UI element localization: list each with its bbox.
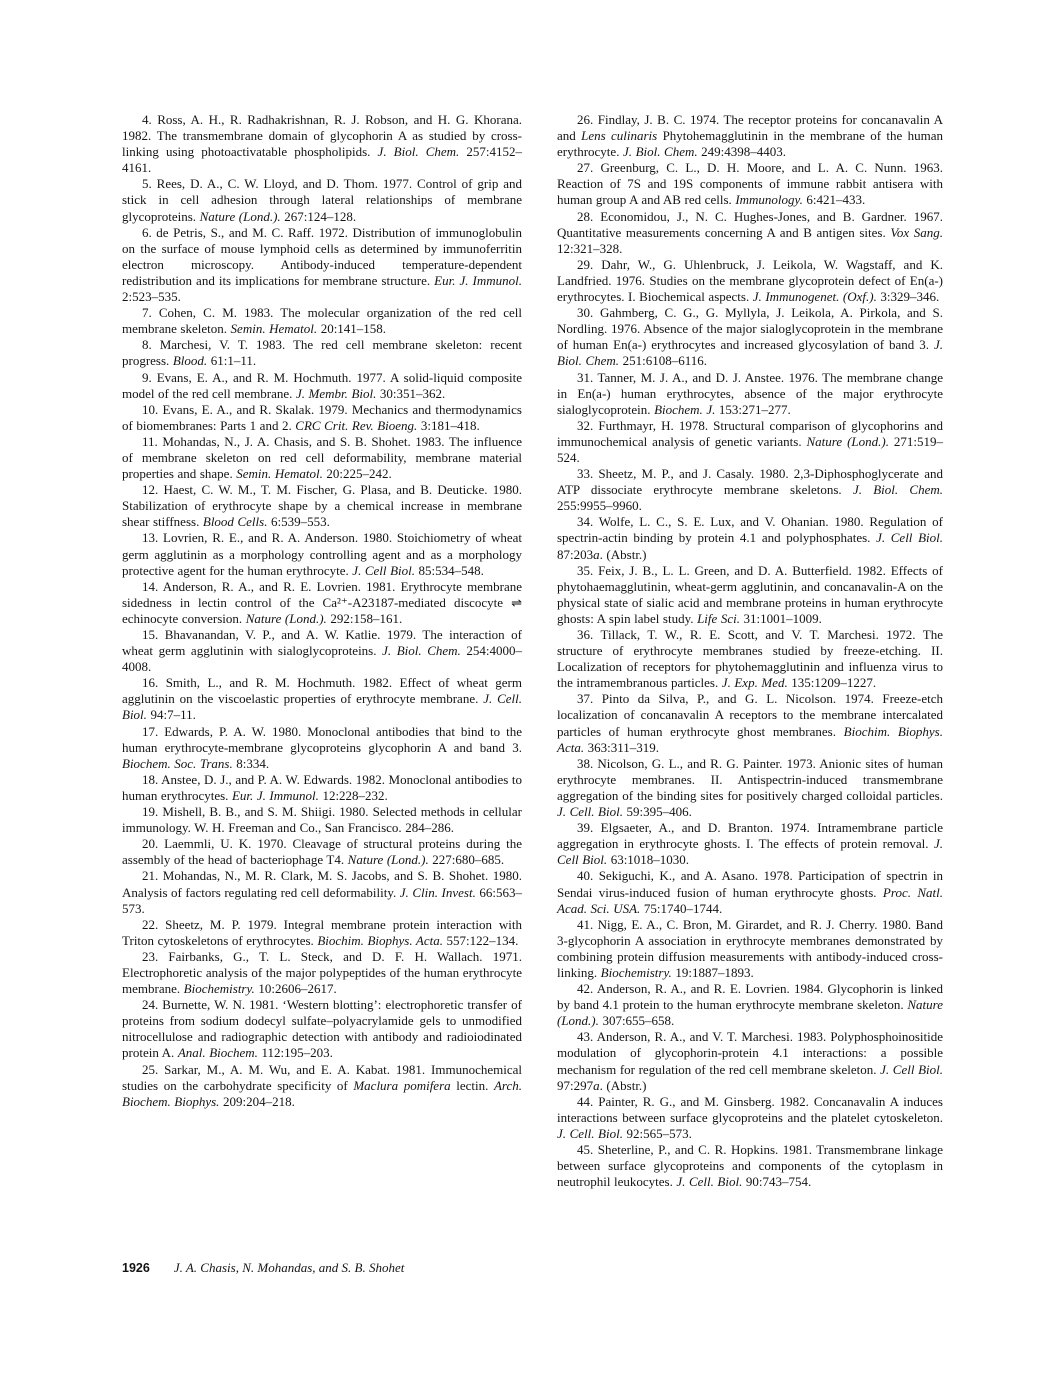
reference-item: 34. Wolfe, L. C., S. E. Lux, and V. Ohanian. 1980. Regulation of spectrin-actin binding by protein 4.1 and polyphosphates. J. Cell Biol. 87:203a. (Abstr.) [557,514,943,562]
reference-item: 23. Fairbanks, G., T. L. Steck, and D. F. H. Wallach. 1971. Electrophoretic analysis of the major polypeptides of the human erythrocyte membrane. Biochemistry. 10:2606–2617. [122,948,522,997]
reference-item: 22. Sheetz, M. P. 1979. Integral membrane protein interaction with Triton cytoskeletons of erythrocytes. Biochim. Biophys. Acta. 557:122–134. [122,916,522,948]
reference-item: 8. Marchesi, V. T. 1983. The red cell membrane skeleton: recent progress. Blood. 61:1–11. [122,337,522,369]
reference-item: 32. Furthmayr, H. 1978. Structural comparison of glycophorins and immunochemical analysis of genetic variants. Nature (Lond.). 271:519–524. [557,417,944,465]
reference-item: 33. Sheetz, M. P., and J. Casaly. 1980. 2,3-Diphosphoglycerate and ATP dissociate erythrocyte membrane skeletons. J. Biol. Chem. 255:9955–9960. [557,466,943,514]
reference-item: 38. Nicolson, G. L., and R. G. Painter. 1973. Anionic sites of human erythrocyte membranes. II. Antispectrin-induced transmembrane aggregation of the binding sites for positively charged colloidal particles. J. Cell. Biol. 59:395–406. [557,755,943,820]
page-number: 1926 [122,1261,150,1275]
reference-item: 25. Sarkar, M., A. M. Wu, and E. A. Kabat. 1981. Immunochemical studies on the carbohydrate specificity of Maclura pomifera lectin. Arch. Biochem. Biophys. 209:204–218. [122,1061,523,1109]
reference-item: 43. Anderson, R. A., and V. T. Marchesi. 1983. Polyphosphoinositide modulation of glycophorin-protein 4.1 interactions: a possible mechanism for regulation of the red cell membrane skeleton. J. Cell Biol. 97:297a. (Abstr.) [557,1029,943,1093]
reference-item: 30. Gahmberg, C. G., G. Myllyla, J. Leikola, A. Pirkola, and S. Nordling. 1976. Absence of the major sialoglycoprotein in the membrane of human En(a-) erythrocytes and increased glycosylation of band 3. J. Biol. Chem. 251:6108–6116. [557,305,943,369]
reference-item: 24. Burnette, W. N. 1981. ‘Western blotting’: electrophoretic transfer of proteins from sodium dodecyl sulfate–polyacrylamide gels to unmodified nitrocellulose and radiographic detection with antibody and radioiodinated protein A. Anal. Biochem. 112:195–203. [122,997,522,1061]
reference-item: 37. Pinto da Silva, P., and G. L. Nicolson. 1974. Freeze-etch localization of concanavalin A receptors to the membrane intercalated particles of human erythrocyte ghost membranes. Biochim. Biophys. Acta. 363:311–319. [557,691,943,755]
reference-item: 29. Dahr, W., G. Uhlenbruck, J. Leikola, W. Wagstaff, and K. Landfried. 1976. Studies on the membrane glycoprotein defect of En(a-) erythrocytes. I. Biochemical aspects. J. Immunogenet. (Oxf.). 3:329–346. [557,256,943,305]
reference-item: 36. Tillack, T. W., R. E. Scott, and V. T. Marchesi. 1972. The structure of erythrocyte membranes studied by freeze-etching. II. Localization of receptors for phytohemagglutinin and influenza virus to the intramembranous particles. J. Exp. Med. 135:1209–1227. [557,627,943,691]
reference-item: 27. Greenburg, C. L., D. H. Moore, and L. A. C. Nunn. 1963. Reaction of 7S and 19S components of immune rabbit antisera with human group A and AB red cells. Immunology. 6:421–433. [557,160,943,208]
page-footer [122,1260,404,1276]
reference-item: 9. Evans, E. A., and R. M. Hochmuth. 1977. A solid-liquid composite model of the red cell membrane. J. Membr. Biol. 30:351–362. [122,369,522,401]
reference-item: 41. Nigg, E. A., C. Bron, M. Girardet, and R. J. Cherry. 1980. Band 3-glycophorin A association in erythrocyte membranes demonstrated by combining protein diffusion measurements with antibody-induced cross-linking. Biochemistry. 19:1887–1893. [557,916,943,980]
references-section [122,112,943,1190]
reference-item: 16. Smith, L., and R. M. Hochmuth. 1982. Effect of wheat germ agglutinin on the viscoelastic properties of erythrocyte membrane. J. Cell. Biol. 94:7–11. [122,675,522,723]
reference-item: 40. Sekiguchi, K., and A. Asano. 1978. Participation of spectrin in Sendai virus-induced fusion of human erythrocyte ghosts. Proc. Natl. Acad. Sci. USA. 75:1740–1744. [557,868,943,916]
reference-item: 45. Sheterline, P., and C. R. Hopkins. 1981. Transmembrane linkage between surface glycoproteins and components of the cytoplasm in neutrophil leukocytes. J. Cell. Biol. 90:743–754. [557,1142,943,1190]
reference-item: 44. Painter, R. G., and M. Ginsberg. 1982. Concanavalin A induces interactions between surface glycoproteins and the platelet cytoskeleton. J. Cell. Biol. 92:565–573. [557,1093,943,1141]
reference-item: 18. Anstee, D. J., and P. A. W. Edwards. 1982. Monoclonal antibodies to human erythrocytes. Eur. J. Immunol. 12:228–232. [122,771,522,803]
reference-item: 10. Evans, E. A., and R. Skalak. 1979. Mechanics and thermodynamics of biomembranes: Parts 1 and 2. CRC Crit. Rev. Bioeng. 3:181–418. [122,401,522,433]
reference-item: 11. Mohandas, N., J. A. Chasis, and S. B. Shohet. 1983. The influence of membrane skeleton on red cell deformability, membrane material properties and shape. Semin. Hematol. 20:225–242. [122,433,522,482]
reference-item: 12. Haest, C. W. M., T. M. Fischer, G. Plasa, and B. Deuticke. 1980. Stabilization of erythrocyte shape by a chemical increase in membrane shear stiffness. Blood Cells. 6:539–553. [122,482,522,530]
running-title: J. A. Chasis, N. Mohandas, and S. B. Shohet [173,1260,405,1275]
reference-item: 14. Anderson, R. A., and R. E. Lovrien. 1981. Erythrocyte membrane sidedness in lectin control of the Ca²⁺-A23187-mediated discocyte ⇌ echinocyte conversion. Nature (Lond.). 292:158–161. [122,578,522,626]
reference-item: 5. Rees, D. A., C. W. Lloyd, and D. Thom. 1977. Control of grip and stick in cell adhesion through lateral relationships of membrane glycoproteins. Nature (Lond.). 267:124–128. [122,176,522,224]
references-column-left [122,112,522,1190]
reference-item: 7. Cohen, C. M. 1983. The molecular organization of the red cell membrane skeleton. Semin. Hematol. 20:141–158. [122,305,522,337]
reference-item: 31. Tanner, M. J. A., and D. J. Anstee. 1976. The membrane change in En(a-) human erythrocytes, absence of the major erythrocyte sialoglycoprotein. Biochem. J. 153:271–277. [557,369,943,417]
reference-item: 4. Ross, A. H., R. Radhakrishnan, R. J. Robson, and H. G. Khorana. 1982. The transmembrane domain of glycophorin A as studied by cross-linking using photoactivatable phospholipids. J. Biol. Chem. 257:4152–4161. [122,112,522,176]
reference-item: 15. Bhavanandan, V. P., and A. W. Katlie. 1979. The interaction of wheat germ agglutinin with sialoglycoproteins. J. Biol. Chem. 254:4000–4008. [122,627,522,675]
reference-item: 17. Edwards, P. A. W. 1980. Monoclonal antibodies that bind to the human erythrocyte-membrane glycoproteins glycophorin A and band 3. Biochem. Soc. Trans. 8:334. [122,723,522,771]
reference-item: 20. Laemmli, U. K. 1970. Cleavage of structural proteins during the assembly of the head of bacteriophage T4. Nature (Lond.). 227:680–685. [122,836,522,868]
reference-item: 28. Economidou, J., N. C. Hughes-Jones, and B. Gardner. 1967. Quantitative measurements concerning A and B antigen sites. Vox Sang. 12:321–328. [557,208,943,256]
reference-item: 42. Anderson, R. A., and R. E. Lovrien. 1984. Glycophorin is linked by band 4.1 protein to the human erythrocyte membrane skeleton. Nature (Lond.). 307:655–658. [557,981,943,1029]
reference-item: 19. Mishell, B. B., and S. M. Shiigi. 1980. Selected methods in cellular immunology. W. H. Freeman and Co., San Francisco. 284–286. [122,804,522,836]
references-column-right [557,112,943,1190]
reference-item: 39. Elgsaeter, A., and D. Branton. 1974. Intramembrane particle aggregation in erythrocyte ghosts. I. The effects of protein removal. J. Cell Biol. 63:1018–1030. [557,820,943,868]
reference-item: 13. Lovrien, R. E., and R. A. Anderson. 1980. Stoichiometry of wheat germ agglutinin as a morphology controlling agent and as a morphology protective agent for the human erythrocyte. J. Cell Biol. 85:534–548. [122,530,522,578]
reference-item: 21. Mohandas, N., M. R. Clark, M. S. Jacobs, and S. B. Shohet. 1980. Analysis of factors regulating red cell deformability. J. Clin. Invest. 66:563–573. [122,868,523,916]
reference-item: 26. Findlay, J. B. C. 1974. The receptor proteins for concanavalin A and Lens culinaris Phytohemagglutinin in the membrane of the human erythrocyte. J. Biol. Chem. 249:4398–4403. [557,112,943,160]
reference-item: 6. de Petris, S., and M. C. Raff. 1972. Distribution of immunoglobulin on the surface of mouse lymphoid cells as determined by immunoferritin electron microscopy. Antibody-induced temperature-dependent redistribution and its implications for membrane structure. Eur. J. Immunol. 2:523–535. [122,224,522,305]
reference-item: 35. Feix, J. B., L. L. Green, and D. A. Butterfield. 1982. Effects of phytohaemagglutinin, wheat-germ agglutinin, and concanavalin-A on the physical state of sialic acid and membrane proteins in human erythrocyte ghosts: A spin label study. Life Sci. 31:1001–1009. [557,562,943,626]
